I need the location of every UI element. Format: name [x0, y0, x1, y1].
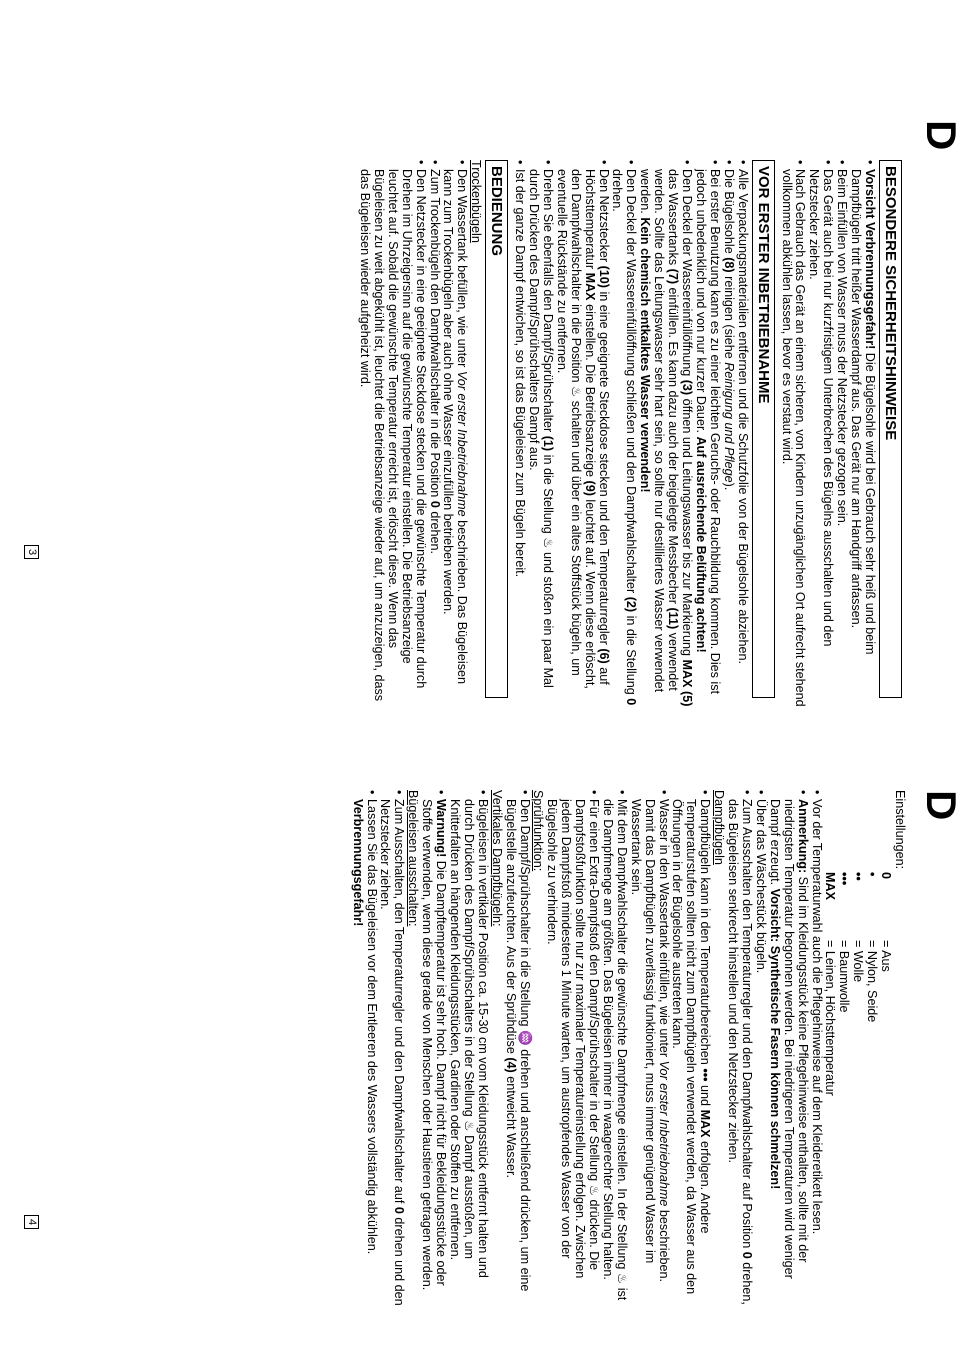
list-item: • Bügeleisen in vertikaler Position ca. 15-30 cm vom Kleidungsstück entfernt halten und durch Drücken des Dampf/Sprühschalters in der Stellung ♨ Dampf ausstoßen, um Knitterfalten an hängenden Kleidungsstücken, Gardinen oder Stoffen zu entfernen.	[447, 790, 489, 1310]
list-item: • Nach Gebrauch das Gerät an einem sicheren, von Kindern unzugänglichen Ort aufrecht stehend vollkommen abkühlen lassen, bevor es verstaut wird.	[779, 160, 807, 710]
spray-list	[503, 790, 531, 1310]
list-item: • Lassen Sie das Bügeleisen vor dem Entleeren des Wassers vollständig abkühlen. Verbrennungsgefahr!	[350, 790, 378, 1310]
settings-row: 0 = Aus	[879, 872, 894, 972]
subheading-spray: Sprühfunktion:	[531, 790, 546, 872]
settings-row: • = Nylon, Seide	[865, 872, 880, 1023]
list-item: • Dampfbügeln kann in den Temperaturbereichen ••• und MAX erfolgen. Andere Temperaturstufen sollten nicht zum Dampfbügeln verwendet werden, da Wasser aus den Öffnungen in der Bügelsohle austreten kann.	[670, 790, 712, 1310]
list-item: • Zum Trockenbügeln den Dampfwahlschalter in die Position 0 drehen.	[427, 160, 441, 710]
settings-table	[823, 790, 893, 1310]
list-item: • Vorsicht Verbrennungsgefahr! Die Bügelsohle wird bei Gebrauch sehr heiß und beim Dampfbügeln tritt heißer Wasserdampf aus. Das Gerät nur am Handgriff anfassen.	[848, 160, 876, 710]
list-item: • Den Wassertank befüllen, wie unter Vor erster Inbetriebnahme beschrieben. Das Bügeleisen kann zum Trockenbügeln aber auch ohne Wasser einzufüllen betrieben werden.	[441, 160, 469, 710]
page-number-right: 4	[24, 1215, 39, 1229]
subheading-switch-off: Bügeleisen ausschalten:	[406, 790, 421, 927]
settings-row: ••• = Baumwolle	[837, 872, 852, 1013]
list-item: • Für einen Extra-Dampfstoß den Dampf/Sprühschalter in der Stellung ♨ drücken. Die Dampfstoßfunktion sollte nur zur maximaler Temperatureinstellung erfolgen. Zwischen jedem Dampfstoß mindestens 1 Minute warten, um austropfendes Wasser von der Bügelsohle zu verhindern.	[544, 790, 600, 1310]
list-item: • Den Netzstecker (10) in eine geeignete Steckdose stecken und den Temperaturregler (6) auf Höchsttemperatur MAX einstellen. Die Betriebsanzeige (9) leuchtet auf. Wenn diese erlöscht, den Dampfwahlschalter in die Position ♨ schalten und über ein altes Stoffstück bügeln, um eventuelle Rückstände zu entfernen.	[554, 160, 610, 710]
list-item: • Den Deckel der Wassereinfüllöffnung schließen und den Dampfwahlschalter (2) in die Stellung 0 drehen.	[610, 160, 638, 710]
list-item: • Vor der Temperaturwahl auch die Pflegehinweise auf dem Kleideretikett lesen.	[809, 790, 823, 1310]
settings-row: MAX = Leinen, Höchsttemperatur	[823, 872, 838, 1096]
list-item: • Warnung! Die Dampftemperatur ist sehr hoch. Dampf nicht für Bekleidungsstücke oder Stoffe verwenden, wenn diese gerade von Menschen oder Haustieren getragen werden.	[419, 790, 447, 1310]
list-item: • Die Bügelsohle (8) reinigen (siehe Reinigung und Pflege).	[721, 160, 735, 710]
dry-ironing-list	[357, 160, 468, 710]
settings-label: Einstellungen:	[893, 790, 907, 870]
list-item: • Den Dampf/Sprühschalter in die Stellung ♒ drehen und anschließend drücken, um eine Bügelstelle anzufeuchten. Aus der Sprühdüse (4) entweicht Wasser.	[503, 790, 531, 1310]
safety-list	[779, 160, 876, 710]
page-number-left: 3	[24, 545, 39, 559]
list-item: • Beim Einfüllen von Wasser muss der Netzstecker gezogen sein.	[834, 160, 848, 710]
list-item: • Zum Ausschalten den Temperaturregler und den Dampfwahlschalter auf Position 0 drehen, das Bügeleisen senkrecht hinstellen und den Netzstecker ziehen.	[725, 790, 753, 1310]
switch-off-list	[350, 790, 406, 1310]
left-page-column	[357, 160, 906, 710]
steam-ironing-list	[544, 790, 711, 1310]
list-item: • Den Netzstecker in eine geeignete Steckdose stecken und die gewünschte Temperatur durch Drehen im Uhrzeigersinn auf die gewünschte Temperatur einstellen. Die Betriebsanzeige leuchtet auf. Sobald die gewünschte Temperatur erreicht ist, erlöscht diese. Wenn das Bügeleisen zu weit abgekühlt ist, leuchtet die Betriebsanzeige wieder auf, um anzuzeigen, dass das Bügeleisen wieder aufgeheizt wird.	[357, 160, 427, 710]
section-title-operation: BEDIENUNG	[485, 160, 508, 698]
page-letter-right: D	[918, 790, 965, 821]
subheading-steam-ironing: Dampfbügeln	[712, 790, 727, 865]
list-item: • Drehen Sie ebenfalls den Dampf/Sprühschalter (1) in die Stellung ♨ und stoßen ein paar Mal durch Drücken des Dampf/Sprühschalters Dampf aus.	[526, 160, 554, 710]
subheading-dry-ironing: Trockenbügeln	[469, 160, 484, 243]
list-item: • Den Deckel der Wassereinfüllöffnung (3) öffnen und Leitungswasser bis zur Markierung MAX (5) das Wassertanks (7) einfüllen. Es kann dazu auch der beigelegte Messbecher (11) verwendet werden. Sollte das Leitungswasser sehr hart sein, so sollte nur destilliertes Wasser verwendet werden. Kein chemisch entkalktes Wasser verwenden!	[637, 160, 693, 710]
list-item: • Über das Wäschestück bügeln.	[753, 790, 767, 1310]
list-item: • Mit dem Dampfwahlschalter die gewünschte Dampfmenge einstellen. In der Stellung ♨ ist die Dampfmenge am größten. Das Bügeleisen immer in waagerechter Stellung halten.	[600, 790, 628, 1310]
list-item: • Zum Ausschalten, den Temperaturregler und den Dampfwahlschalter auf 0 drehen und den Netzstecker ziehen.	[378, 790, 406, 1310]
list-item: • Das Gerät auch bei nur kurzfristigem Unterbrechen des Bügelns ausschalten und den Netzstecker ziehen.	[806, 160, 834, 710]
list-item: • Alle Verpackungsmaterialien entfernen und die Schutzfolie von der Bügelsohle abziehen.	[735, 160, 749, 710]
vertical-steam-list	[419, 790, 489, 1310]
section-title-first-use: VOR ERSTER INBETRIEBNAHME	[752, 160, 775, 698]
settings-row: •• = Wolle	[851, 872, 866, 983]
section-title-safety: BESONDERE SICHERHEITSHINWEISE	[879, 160, 902, 698]
right-page-column	[350, 790, 906, 1310]
page-letter-left: D	[918, 120, 965, 151]
list-item: • Anmerkung: Sind im Kleidungsstück keine Pflegehinweise enthalten, sollte mit der niedrigsten Temperatur begonnen werden. Bei niedrigeren Temperaturen wird weniger Dampf erzeugt. Vorsicht: Synthetische Fasern können schmelzen!	[767, 790, 809, 1310]
first-use-list	[512, 160, 748, 710]
list-item: • Bei erster Benutzung kann es zu einer leichten Geruchs- oder Rauchbildung kommen. Dies ist jedoch unbedenklich und von nur kurzer Dauer. Auf ausreichende Belüftung achten!	[693, 160, 721, 710]
subheading-vertical-steam: Vertikales Dampfbügeln:	[489, 790, 504, 927]
temperature-list	[725, 790, 822, 1310]
list-item: • Wasser in den Wassertank einfüllen, wie unter Vor erster Inbetriebnahme beschrieben. Damit das Dampfbügeln zuverlässig funktioniert, muss immer genügend Wasser im Wassertank sein.	[628, 790, 670, 1310]
list-item: • Ist der ganze Dampf entwichen, so ist das Bügeleisen zum Bügeln bereit.	[512, 160, 526, 710]
